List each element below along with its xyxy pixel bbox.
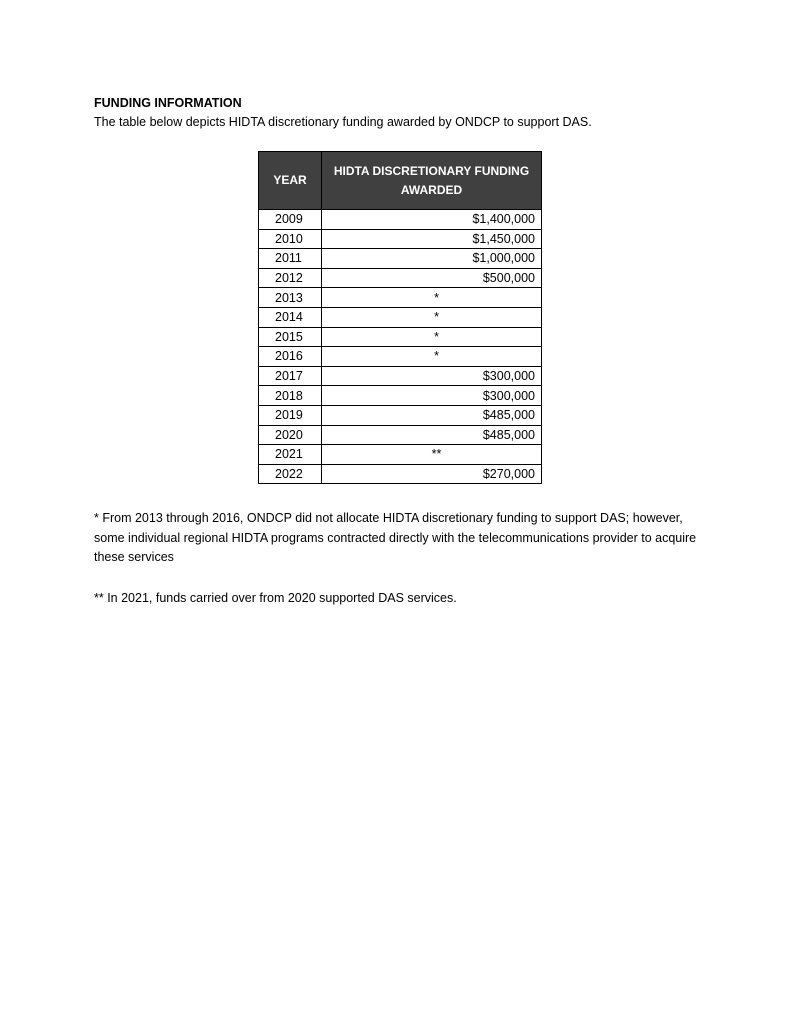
table-row	[259, 327, 542, 347]
year-cell: 2016	[259, 347, 322, 367]
table-row	[259, 229, 542, 249]
table-header-row	[259, 152, 542, 210]
year-cell: 2018	[259, 386, 322, 406]
amount-cell: $1,400,000	[322, 210, 542, 230]
amount-cell: $485,000	[322, 405, 542, 425]
amount-cell: *	[322, 307, 542, 327]
year-cell: 2022	[259, 464, 322, 484]
amount-cell: *	[322, 288, 542, 308]
table-row	[259, 445, 542, 465]
intro-text: The table below depicts HIDTA discretionary funding awarded by ONDCP to support DAS.	[94, 115, 592, 129]
amount-cell: $300,000	[322, 366, 542, 386]
amount-cell: $1,450,000	[322, 229, 542, 249]
year-cell: 2014	[259, 307, 322, 327]
amount-cell: $270,000	[322, 464, 542, 484]
table-row	[259, 307, 542, 327]
year-cell: 2009	[259, 210, 322, 230]
year-cell: 2011	[259, 249, 322, 269]
table-row	[259, 405, 542, 425]
section-heading: FUNDING INFORMATION	[94, 96, 242, 110]
year-cell: 2021	[259, 445, 322, 465]
table-row	[259, 249, 542, 269]
footnote-single-asterisk: * From 2013 through 2016, ONDCP did not allocate HIDTA discretionary funding to support DAS; however, some individual regional HIDTA programs contracted directly with the telecommunications provider to acquire these services	[94, 511, 697, 564]
year-cell: 2019	[259, 405, 322, 425]
year-cell: 2017	[259, 366, 322, 386]
table-row	[259, 347, 542, 367]
amount-cell: **	[322, 445, 542, 465]
amount-cell: $1,000,000	[322, 249, 542, 269]
year-cell: 2020	[259, 425, 322, 445]
header-funding: HIDTA DISCRETIONARY FUNDING AWARDED	[322, 152, 542, 210]
year-cell: 2015	[259, 327, 322, 347]
table-row	[259, 210, 542, 230]
amount-cell: $485,000	[322, 425, 542, 445]
year-cell: 2010	[259, 229, 322, 249]
funding-table	[258, 151, 542, 484]
year-cell: 2012	[259, 268, 322, 288]
year-cell: 2013	[259, 288, 322, 308]
amount-cell: $500,000	[322, 268, 542, 288]
table-row	[259, 425, 542, 445]
amount-cell: *	[322, 347, 542, 367]
amount-cell: $300,000	[322, 386, 542, 406]
amount-cell: *	[322, 327, 542, 347]
table-row	[259, 268, 542, 288]
table-row	[259, 464, 542, 484]
table-row	[259, 386, 542, 406]
header-year: YEAR	[259, 152, 322, 210]
table-row	[259, 288, 542, 308]
table-row	[259, 366, 542, 386]
footnote-double-asterisk: ** In 2021, funds carried over from 2020 supported DAS services.	[94, 591, 457, 605]
